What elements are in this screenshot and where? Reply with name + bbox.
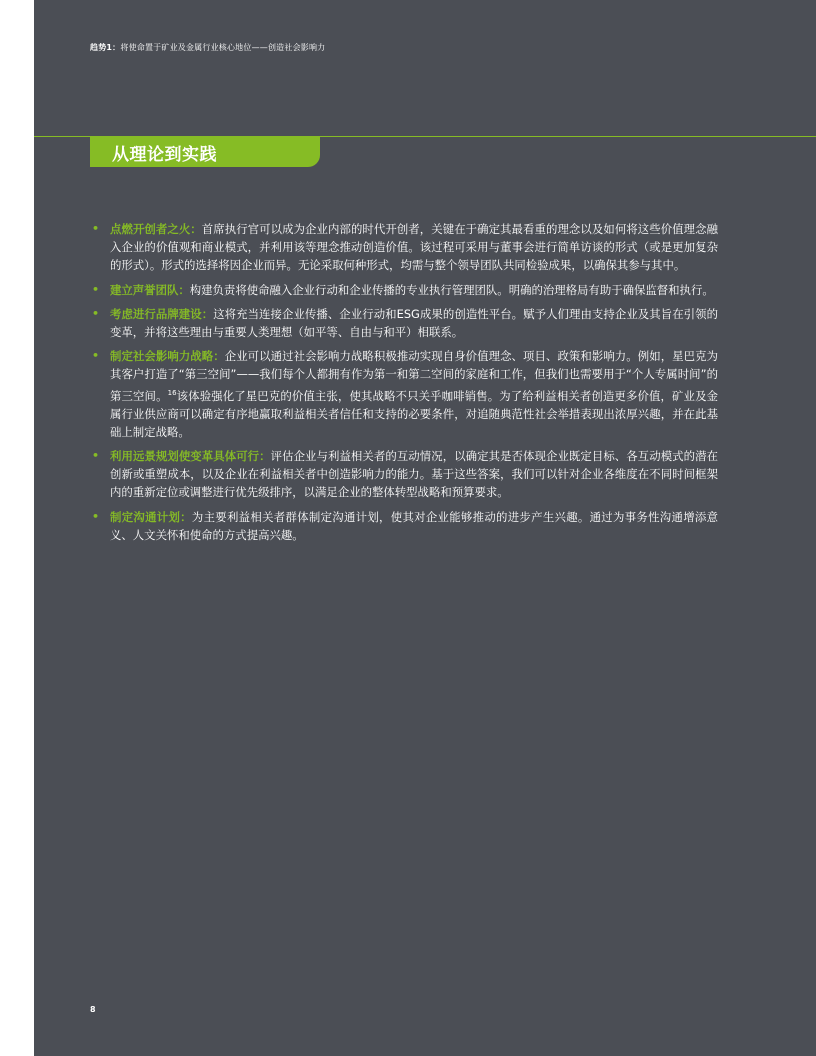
bullet-dot-icon: •	[92, 306, 100, 320]
bullet-title: 利用远景规划使变革具体可行：	[110, 449, 271, 464]
bullet-item-communication-plan	[88, 508, 718, 544]
bullet-title: 点燃开创者之火：	[110, 222, 202, 236]
bullet-text-before-footnote: 企业可以通过社会影响力战略积极推动实现自身价值理念、项目、政策和影响力。例如，星巴克为其客户打造了“第三空间”——我们每个人都拥有作为第一和第二空间的家庭和工作，但我们也需要用于“个人专属时间”的第三空间。	[110, 349, 718, 403]
bullet-dot-icon: •	[92, 349, 100, 363]
bullet-dot-icon: •	[92, 449, 100, 463]
bullet-title: 考虑进行品牌建设：	[110, 306, 214, 321]
bullet-text: 这将充当连接企业传播、企业行动和ESG成果的创造性平台。赋予人们理由支持企业及其旨在引领的变革，并将这些理由与重要人类理想（如平等、自由与和平）相联系。	[110, 306, 718, 340]
bullet-text-after-footnote: 该体验强化了星巴克的价值主张，使其战略不只关乎咖啡销售。为了给利益相关者创造更多价值，矿业及金属行业供应商可以确定有序地赢取利益相关者信任和支持的必要条件，对追随典范性社会举措表现出浓厚兴趣，并在此基础上制定战略。	[110, 388, 718, 439]
trend-label: 趋势1：	[90, 43, 121, 52]
bullet-dot-icon: •	[92, 282, 100, 296]
bullet-title: 制定沟通计划：	[110, 509, 192, 524]
footnote-reference: 16	[167, 388, 177, 397]
bullet-item-brand-building	[88, 305, 718, 341]
bullet-item-ignite-pioneer	[88, 220, 718, 275]
bullet-title: 制定社会影响力战略：	[110, 349, 225, 364]
bullet-dot-icon: •	[92, 509, 100, 523]
running-header	[90, 42, 325, 53]
page	[34, 0, 816, 1056]
bullet-list	[88, 220, 718, 550]
bullet-dot-icon: •	[92, 222, 100, 235]
bullet-item-vision-planning	[88, 447, 718, 502]
trend-title: 将使命置于矿业及金属行业核心地位——创造社会影响力	[120, 43, 326, 52]
bullet-title: 建立声誉团队：	[110, 282, 190, 297]
bullet-item-reputation-team	[88, 281, 718, 299]
bullet-text: 首席执行官可以成为企业内部的时代开创者，关键在于确定其最看重的理念以及如何将这些价值理念融入企业的价值观和商业模式，并利用该等理念推动创造价值。该过程可采用与董事会进行简单访谈的形式（或是更加复杂的形式）。形式的选择将因企业而异。无论采取何种形式，均需与整个领导团队共同检验成果，以确保其参与其中。	[110, 222, 718, 273]
bullet-text: 构建负责将使命融入企业行动和企业传播的专业执行管理团队。明确的治理格局有助于确保监督和执行。	[189, 282, 714, 297]
bullet-text: 为主要利益相关者群体制定沟通计划，使其对企业能够推动的进步产生兴趣。通过为事务性沟通增添意义、人文关怀和使命的方式提高兴趣。	[110, 509, 718, 542]
section-title: 从理论到实践	[112, 144, 217, 165]
bullet-text: 评估企业与利益相关者的互动情况，以确定其是否体现企业既定目标、各互动模式的潜在创新或重塑成本，以及企业在利益相关者中创造影响力的能力。基于这些答案，我们可以针对企业各维度在不同时间框架内的重新定位或调整进行优先级排序，以满足企业的整体转型战略和预算要求。	[110, 449, 718, 500]
bullet-item-social-impact-strategy	[88, 347, 718, 441]
section-title-tab	[90, 137, 320, 167]
page-number: 8	[90, 1005, 96, 1014]
